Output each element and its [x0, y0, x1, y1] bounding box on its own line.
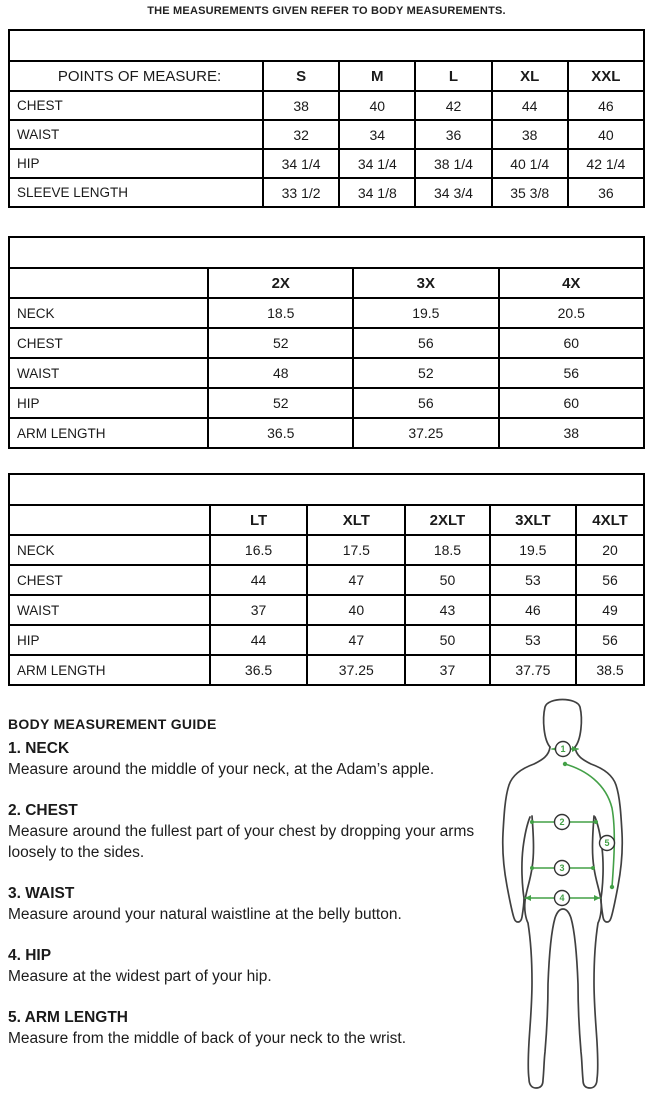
body-figure-svg: [490, 690, 653, 1099]
cell: 53: [490, 625, 576, 655]
line-end-dot: [563, 762, 567, 766]
guide-item-heading: 1. NECK: [8, 740, 70, 757]
line-end-dot: [610, 885, 614, 889]
cell: 38: [492, 120, 568, 149]
guide-item-heading: 3. WAIST: [8, 884, 75, 902]
cell: 52: [208, 328, 353, 358]
line-end-dot: [591, 866, 595, 870]
col-header: 3XLT: [490, 505, 576, 535]
row-label: CHEST: [9, 565, 210, 595]
guide-item-heading: 4. HIP: [8, 946, 52, 964]
cell: 53: [490, 565, 576, 595]
col-header: POINTS OF MEASURE:: [9, 61, 263, 91]
cell: 37.25: [353, 418, 498, 448]
cell: 56: [576, 625, 644, 655]
disclaimer-text: THE MEASUREMENTS GIVEN REFER TO BODY MEASUREMENTS.: [147, 5, 506, 17]
table-title-suffix: TALL: [332, 479, 383, 499]
mens-size-table: [8, 29, 645, 208]
cell: 20.5: [499, 298, 644, 328]
marker-number-5: 5: [604, 838, 610, 849]
cell: 50: [405, 565, 489, 595]
cell: 40: [339, 91, 415, 120]
col-header: [9, 505, 210, 535]
table-row: [9, 625, 644, 655]
guide-item-chest: [8, 802, 486, 864]
cell: 38: [263, 91, 339, 120]
cell: 42 1/4: [568, 149, 644, 178]
cell: 19.5: [353, 298, 498, 328]
row-label: ARM LENGTH: [9, 655, 210, 685]
cell: 17.5: [307, 535, 405, 565]
col-header: 4XLT: [576, 505, 644, 535]
cell: 34 1/8: [339, 178, 415, 207]
cell: 34 1/4: [339, 149, 415, 178]
cell: 40 1/4: [492, 149, 568, 178]
row-label: NECK: [9, 535, 210, 565]
row-label: HIP: [9, 625, 210, 655]
row-label: ARM LENGTH: [9, 418, 208, 448]
guide-title: BODY MEASUREMENT GUIDE: [8, 716, 217, 732]
cell: 38: [499, 418, 644, 448]
guide-item-text: Measure around the middle of your neck, at the Adam’s apple.: [8, 761, 435, 778]
cell: 36: [415, 120, 491, 149]
cell: 37: [210, 595, 308, 625]
cell: 52: [353, 358, 498, 388]
row-label: CHEST: [9, 328, 208, 358]
col-header: XLT: [307, 505, 405, 535]
cell: 36.5: [210, 655, 308, 685]
cell: 56: [353, 328, 498, 358]
marker-number-3: 3: [559, 863, 565, 874]
col-header: [9, 268, 208, 298]
row-label: SLEEVE LENGTH: [9, 178, 263, 207]
row-label: WAIST: [9, 120, 263, 149]
table-row: [9, 120, 644, 149]
table-header-row: [9, 505, 644, 535]
row-label: WAIST: [9, 358, 208, 388]
table-row: [9, 565, 644, 595]
cell: 38 1/4: [415, 149, 491, 178]
table-title: [9, 237, 644, 268]
cell: 47: [307, 625, 405, 655]
cell: 34 1/4: [263, 149, 339, 178]
cell: 33 1/2: [263, 178, 339, 207]
row-label: NECK: [9, 298, 208, 328]
mens-size-table-section: [0, 29, 653, 208]
col-header: 2X: [208, 268, 353, 298]
guide-item-text: Measure around your natural waistline at the belly button.: [8, 905, 402, 923]
cell: 16.5: [210, 535, 308, 565]
col-header: L: [415, 61, 491, 91]
cell: 49: [576, 595, 644, 625]
table-title-text: MENS: [295, 35, 353, 55]
mens-big-size-table-section: [0, 236, 653, 449]
col-header: 3X: [353, 268, 498, 298]
cell: 60: [499, 388, 644, 418]
table-header-row: [9, 61, 644, 91]
table-title-suffix: BIG: [339, 242, 376, 262]
col-header: 4X: [499, 268, 644, 298]
table-title: [9, 30, 644, 61]
cell: 37: [405, 655, 489, 685]
cell: 44: [210, 565, 308, 595]
row-label: WAIST: [9, 595, 210, 625]
cell: 44: [492, 91, 568, 120]
cell: 40: [307, 595, 405, 625]
table-row: [9, 595, 644, 625]
guide-item-neck: [8, 740, 486, 781]
cell: 36: [568, 178, 644, 207]
line-end-dot: [594, 820, 598, 824]
guide-item-text: Measure at the widest part of your hip.: [8, 967, 272, 985]
table-title-text: MENS: [270, 479, 328, 499]
cell: 56: [576, 565, 644, 595]
table-row: [9, 535, 644, 565]
cell: 52: [208, 388, 353, 418]
cell: 44: [210, 625, 308, 655]
cell: 42: [415, 91, 491, 120]
cell: 20: [576, 535, 644, 565]
col-header: XXL: [568, 61, 644, 91]
table-header-row: [9, 268, 644, 298]
body-measurement-guide: [8, 716, 486, 1071]
cell: 56: [499, 358, 644, 388]
line-end-dot: [530, 820, 534, 824]
cell: 19.5: [490, 535, 576, 565]
table-row: [9, 149, 644, 178]
guide-item-heading: 2. CHEST: [8, 801, 78, 819]
table-title-text: MENS: [277, 242, 335, 262]
col-header: M: [339, 61, 415, 91]
measurement-markers: [555, 742, 615, 906]
cell: 35 3/8: [492, 178, 568, 207]
cell: 18.5: [208, 298, 353, 328]
mens-tall-size-table: [8, 473, 645, 686]
body-measurement-figure: [490, 690, 653, 1099]
marker-number-2: 2: [559, 817, 565, 828]
cell: 32: [263, 120, 339, 149]
table-row: [9, 298, 644, 328]
marker-number-4: 4: [559, 893, 565, 904]
line-end-dot: [530, 866, 534, 870]
marker-number-1: 1: [560, 744, 566, 755]
table-row: [9, 418, 644, 448]
guide-item-text: Measure from the middle of back of your neck to the wrist.: [8, 1029, 407, 1047]
cell: 37.25: [307, 655, 405, 685]
guide-item-text: Measure around the fullest part of your chest by dropping your arms loosely to the sides.: [8, 822, 475, 861]
table-row: [9, 328, 644, 358]
mens-tall-size-table-section: [0, 473, 653, 686]
mens-big-size-table: [8, 236, 645, 449]
cell: 37.75: [490, 655, 576, 685]
guide-item-arm-length: [8, 1009, 486, 1050]
cell: 48: [208, 358, 353, 388]
cell: 34 3/4: [415, 178, 491, 207]
cell: 50: [405, 625, 489, 655]
row-label: CHEST: [9, 91, 263, 120]
cell: 18.5: [405, 535, 489, 565]
arrowhead-icon: [594, 895, 600, 901]
guide-item-hip: [8, 947, 486, 988]
table-title: [9, 474, 644, 505]
col-header: LT: [210, 505, 308, 535]
col-header: S: [263, 61, 339, 91]
cell: 43: [405, 595, 489, 625]
col-header: XL: [492, 61, 568, 91]
row-label: HIP: [9, 149, 263, 178]
cell: 46: [490, 595, 576, 625]
table-row: [9, 655, 644, 685]
cell: 38.5: [576, 655, 644, 685]
table-row: [9, 388, 644, 418]
cell: 56: [353, 388, 498, 418]
guide-item-heading: 5. ARM LENGTH: [8, 1008, 128, 1026]
cell: 36.5: [208, 418, 353, 448]
cell: 40: [568, 120, 644, 149]
table-row: [9, 358, 644, 388]
cell: 34: [339, 120, 415, 149]
guide-item-waist: [8, 885, 486, 926]
row-label: HIP: [9, 388, 208, 418]
cell: 60: [499, 328, 644, 358]
cell: 46: [568, 91, 644, 120]
col-header: 2XLT: [405, 505, 489, 535]
table-row: [9, 91, 644, 120]
cell: 47: [307, 565, 405, 595]
table-row: [9, 178, 644, 207]
